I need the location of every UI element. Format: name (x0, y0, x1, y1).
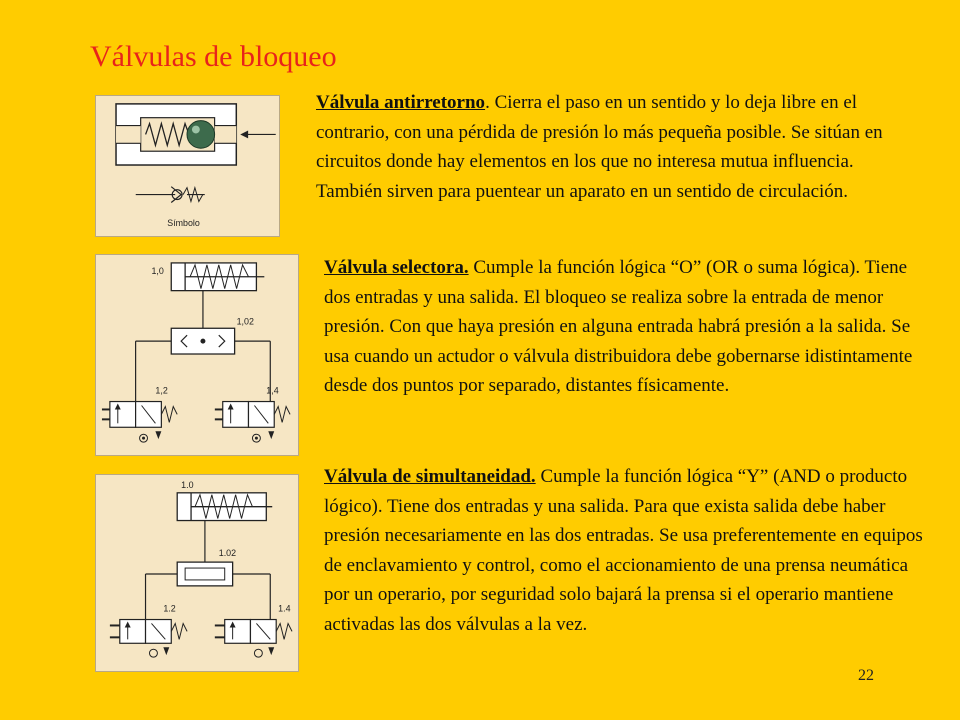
and-valve-svg (96, 475, 298, 671)
selector-valve-svg (96, 255, 298, 455)
right-valve-icon (215, 402, 290, 443)
check-valve-svg (96, 96, 279, 236)
label-left: 1.2 (163, 603, 176, 614)
section-heading: Válvula selectora. (324, 257, 469, 278)
section-check-valve (316, 88, 916, 206)
label-valve: 1.02 (218, 548, 237, 559)
page-title: Válvulas de bloqueo (90, 40, 337, 73)
and-valve-diagram (95, 474, 299, 672)
label-right: 1.4 (278, 603, 291, 614)
check-valve-diagram (95, 95, 280, 237)
label-right: 1,4 (266, 385, 279, 396)
symbol-caption: Símbolo (167, 218, 200, 229)
label-actuator: 1.0 (181, 479, 194, 490)
left-valve-icon (110, 620, 187, 658)
section-text: Cumple la función lógica “O” (OR o suma lógica). Tiene dos entradas y una salida. El bloqueo se realiza sobre la entrada de menor presión. Con que haya presión en alguna entrada habrá presión a la salida. Se usa cuando un actudor o válvula distribuidora debe gobernarse idistintamente desde dos puntos por separado, distantes físicamente. (324, 257, 913, 396)
ball-icon (187, 121, 215, 149)
label-valve: 1,02 (236, 316, 254, 327)
label-actuator: 1,0 (151, 265, 164, 276)
check-valve-symbol-icon (136, 187, 205, 203)
left-valve-icon (102, 402, 177, 443)
section-text: Cumple la función lógica “Y” (AND o producto lógico). Tiene dos entradas y una salida. Para que exista salida debe haber presión necesariamente en las dos entradas. Se usa preferentemente en equipos de enclavamiento y control, como el accionamiento de una prensa neumática por un operario, por seguridad solo bajará la prensa si el operario mantiene activadas las dos válvulas a la vez. (324, 466, 923, 635)
label-left: 1,2 (155, 385, 168, 396)
section-heading: Válvula antirretorno (316, 92, 486, 113)
section-heading: Válvula de simultaneidad. (324, 466, 536, 487)
left-port (116, 126, 141, 144)
page-number: 22 (858, 667, 874, 684)
right-valve-icon (215, 620, 292, 658)
section-and-valve (324, 462, 934, 639)
section-selector-valve (324, 253, 934, 401)
section-text: . Cierra el paso en un sentido y lo deja libre en el contrario, con una pérdida de presión lo más pequeña posible. Se sitúan en circuitos donde hay elementos en los que no interesa mutua influencia. También sirven para puentear un aparato en un sentido de circulación. (316, 92, 883, 202)
selector-valve-diagram (95, 254, 299, 456)
right-port (215, 126, 237, 144)
